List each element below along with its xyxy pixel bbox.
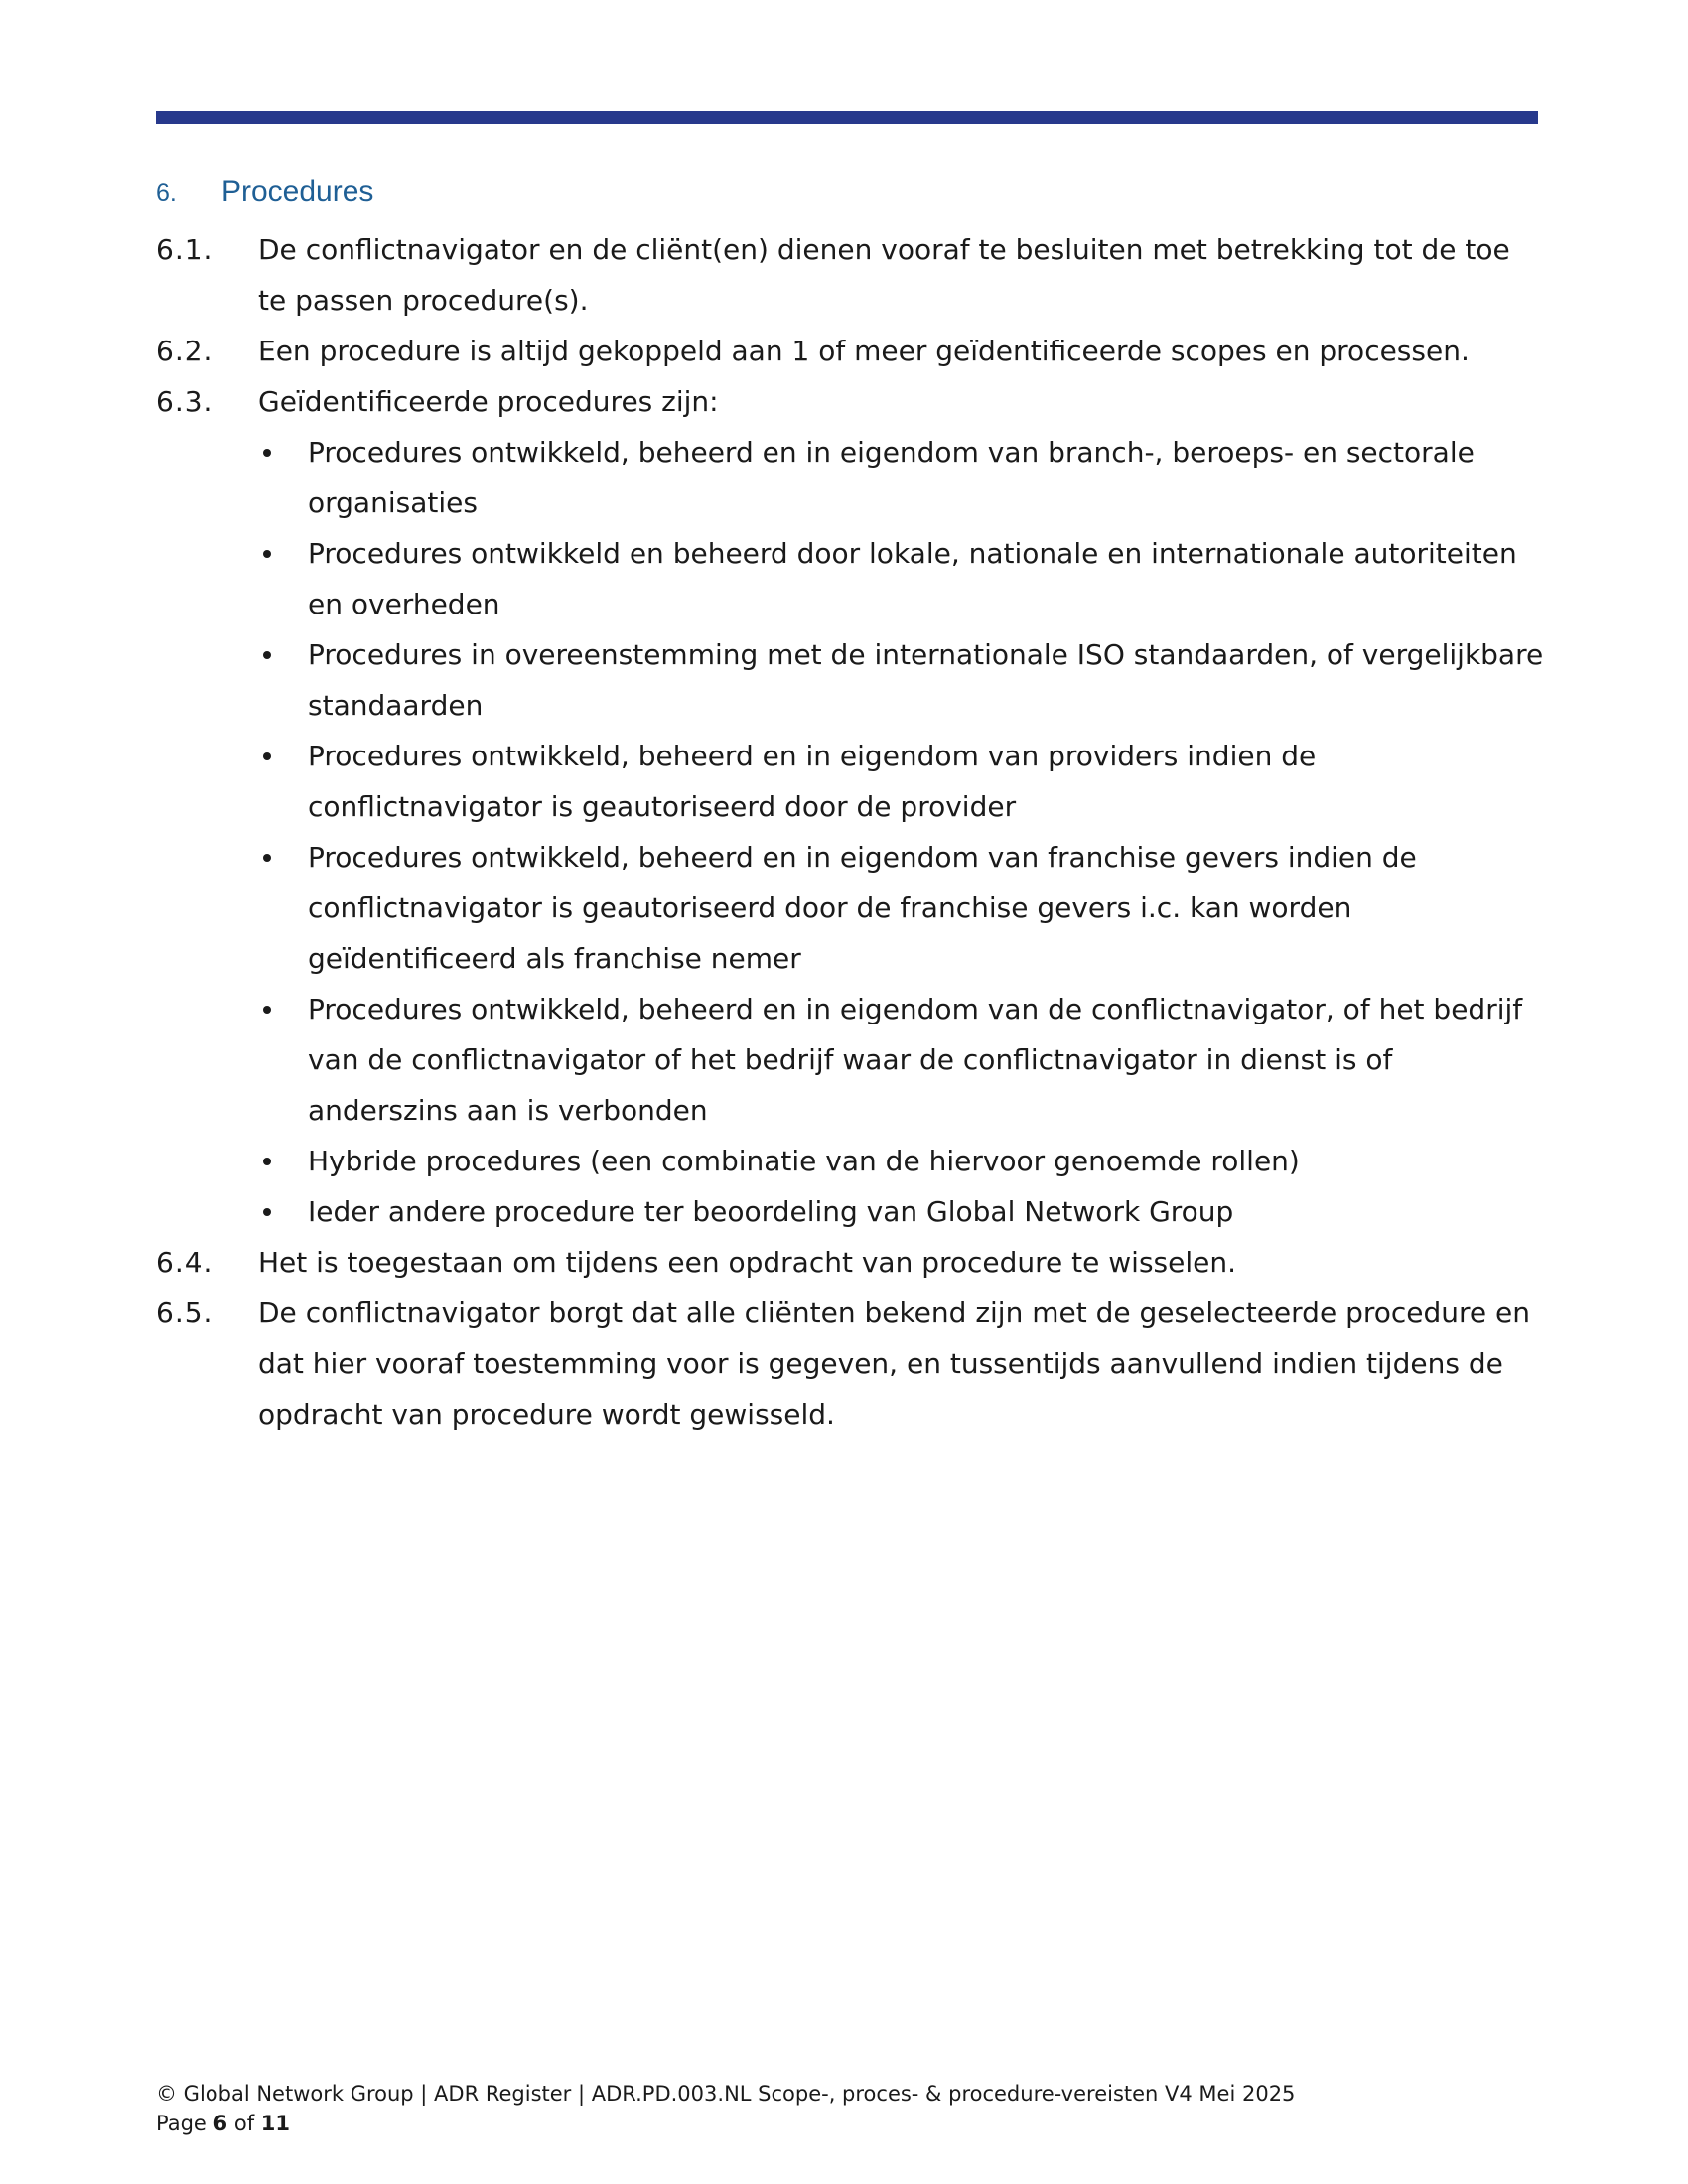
bullet-icon	[258, 1136, 308, 1186]
bullet-icon	[258, 528, 308, 629]
page-current: 6	[212, 2112, 228, 2135]
bullet-icon	[258, 832, 308, 984]
page-of: of	[233, 2112, 255, 2135]
clause-number: 6.5.	[156, 1297, 213, 1329]
bullet-icon	[258, 427, 308, 528]
page-word: Page	[156, 2112, 207, 2135]
list-item-text: Procedures ontwikkeld, beheerd en in eigendom van providers indien de conflictnavigator is geautoriseerd door de provider	[308, 740, 1317, 823]
list-item	[258, 832, 1546, 984]
section-heading	[156, 175, 1546, 221]
clause-text: De conflictnavigator en de cliënt(en) dienen vooraf te besluiten met betrekking tot de toe te passen procedure(s).	[258, 233, 1510, 317]
list-item	[258, 1136, 1546, 1186]
list-item-text: Procedures in overeenstemming met de internationale ISO standaarden, of vergelijkbare standaarden	[308, 638, 1544, 722]
clause-number: 6.3.	[156, 385, 213, 418]
clause-number: 6.1.	[156, 233, 213, 266]
list-item	[258, 528, 1546, 629]
clause-number: 6.4.	[156, 1246, 213, 1279]
bullet-icon	[258, 1186, 308, 1237]
clause-text: Het is toegestaan om tijdens een opdracht van procedure te wisselen.	[258, 1246, 1237, 1279]
list-item	[258, 731, 1546, 832]
procedure-list	[258, 427, 1546, 1237]
list-item	[258, 984, 1546, 1136]
clause-6-5	[156, 1288, 1546, 1439]
clause-6-1	[156, 224, 1546, 326]
document-body	[156, 175, 1546, 1439]
clause-6-3	[156, 376, 1546, 427]
bullet-icon	[258, 984, 308, 1136]
section-number: 6.	[156, 179, 177, 206]
header-rule	[156, 111, 1538, 124]
page-total: 11	[260, 2112, 291, 2135]
list-item	[258, 427, 1546, 528]
list-item-text: Procedures ontwikkeld, beheerd en in eigendom van franchise gevers indien de conflictnavigator is geautoriseerd door de franchise gevers i.c. kan worden geïdentificeerd als franchise nemer	[308, 841, 1417, 975]
list-item-text: Procedures ontwikkeld, beheerd en in eigendom van branch-, beroeps- en sectorale organisaties	[308, 436, 1475, 519]
clause-text: Een procedure is altijd gekoppeld aan 1 of meer geïdentificeerde scopes en processen.	[258, 335, 1470, 367]
list-item	[258, 629, 1546, 731]
page-footer	[156, 2079, 1295, 2138]
footer-copyright: © Global Network Group | ADR Register | ADR.PD.003.NL Scope-, proces- & procedure-vereisten V4 Mei 2025	[156, 2082, 1296, 2106]
list-item-text: Procedures ontwikkeld, beheerd en in eigendom van de conflictnavigator, of het bedrijf van de conflictnavigator of het bedrijf waar de conflictnavigator in dienst is of anderszins aan is verbonden	[308, 993, 1523, 1127]
list-item-text: Procedures ontwikkeld en beheerd door lokale, nationale en internationale autoriteiten en overheden	[308, 537, 1517, 620]
list-item-text: Hybride procedures (een combinatie van de hiervoor genoemde rollen)	[308, 1145, 1300, 1177]
clause-6-2	[156, 326, 1546, 376]
bullet-icon	[258, 731, 308, 832]
page-number	[156, 2109, 1295, 2138]
section-title: Procedures	[221, 175, 374, 207]
clause-text: De conflictnavigator borgt dat alle cliënten bekend zijn met de geselecteerde procedure en dat hier vooraf toestemming voor is gegeven, en tussentijds aanvullend indien tijdens de opdracht van procedure wordt gewisseld.	[258, 1297, 1531, 1431]
list-item	[258, 1186, 1546, 1237]
list-item-text: Ieder andere procedure ter beoordeling van Global Network Group	[308, 1195, 1234, 1228]
clause-6-4	[156, 1237, 1546, 1288]
clause-text: Geïdentificeerde procedures zijn:	[258, 385, 719, 418]
clause-number: 6.2.	[156, 335, 213, 367]
bullet-icon	[258, 629, 308, 731]
